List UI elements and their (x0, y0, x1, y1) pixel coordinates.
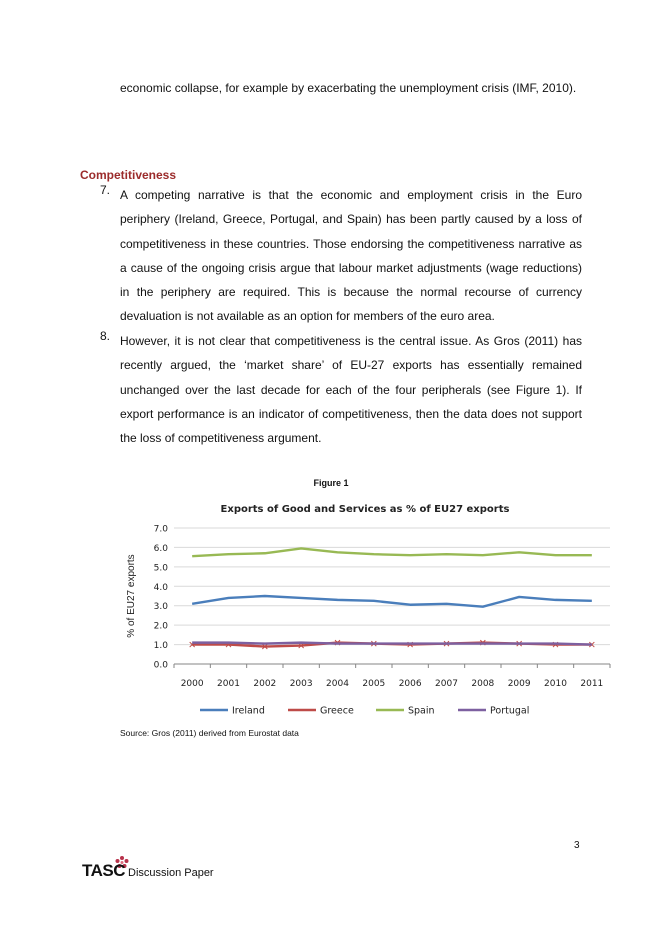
x-tick-label: 2007 (435, 679, 458, 689)
y-tick-label: 4.0 (153, 582, 168, 593)
y-tick-labels (154, 525, 169, 671)
chart-title: Exports of Good and Services as % of EU27 exports (220, 504, 510, 515)
section-heading: Competitiveness (80, 168, 177, 182)
legend-label-greece: Greece (320, 705, 354, 717)
x-tick-label: 2010 (544, 679, 567, 689)
series-line-portugal (192, 643, 592, 645)
y-tick-label: 0.0 (153, 660, 168, 671)
x-tick-labels (181, 679, 604, 689)
x-tick-label: 2008 (471, 679, 495, 689)
footer (82, 855, 302, 885)
legend-label-ireland: Ireland (232, 705, 265, 717)
x-tick-label: 2004 (326, 679, 349, 689)
y-tick-label: 5.0 (153, 563, 168, 574)
series-lines (190, 548, 595, 649)
series-line-spain (192, 548, 592, 556)
source-note: Source: Gros (2011) derived from Eurostat data (120, 728, 299, 738)
axes (174, 664, 610, 668)
x-tick-label: 2006 (398, 679, 422, 689)
item-number-7: 7. (100, 183, 111, 197)
x-tick-label: 2001 (217, 679, 240, 689)
paragraph-7: A competing narrative is that the economic and employment crisis in the Euro periphery (Ireland, Greece, Portugal, and Spain) has been partly caused by a loss of competitiveness in these countries. Those endorsing the competitiveness narrative as a cause of the ongoing crisis argue that labour market adjustments (wage reductions) in the periphery are required. This is because the normal recourse of currency devaluation is not available as an option for members of the euro area. (120, 188, 582, 324)
legend-label-portugal: Portugal (490, 705, 530, 717)
y-tick-label: 1.0 (153, 641, 168, 652)
y-axis-label: % of EU27 exports (126, 554, 137, 638)
x-tick-label: 2000 (180, 679, 204, 689)
figure-label: Figure 1 (313, 478, 349, 488)
footer-label: Discussion Paper (128, 867, 214, 879)
legend (200, 706, 529, 717)
x-tick-label: 2009 (507, 679, 531, 689)
item-number-8: 8. (100, 329, 111, 343)
paragraph-8: However, it is not clear that competitiveness is the central issue. As Gros (2011) has recently argued, the ‘market share’ of EU-27 exports has essentially remained unchanged over the last decade for each of the four peripherals (see Figure 1). If export performance is an indicator of competitiveness, then the data does not support the loss of competitiveness argument. (120, 334, 582, 446)
footer-logo: TASC (82, 861, 126, 880)
legend-label-spain: Spain (408, 705, 435, 717)
y-tick-label: 3.0 (153, 602, 168, 613)
y-tick-label: 6.0 (153, 543, 168, 554)
line-chart (116, 496, 626, 722)
intro-paragraph: economic collapse, for example by exacerbating the unemployment crisis (IMF, 2010). (120, 81, 577, 95)
x-tick-label: 2011 (580, 679, 604, 689)
y-tick-label: 2.0 (153, 621, 168, 632)
x-tick-label: 2002 (253, 679, 277, 689)
x-tick-label: 2005 (362, 679, 386, 689)
x-tick-label: 2003 (289, 679, 313, 689)
grid-lines (174, 528, 610, 645)
y-tick-label: 7.0 (153, 524, 168, 535)
page-number: 3 (574, 840, 580, 851)
series-line-ireland (192, 596, 592, 607)
